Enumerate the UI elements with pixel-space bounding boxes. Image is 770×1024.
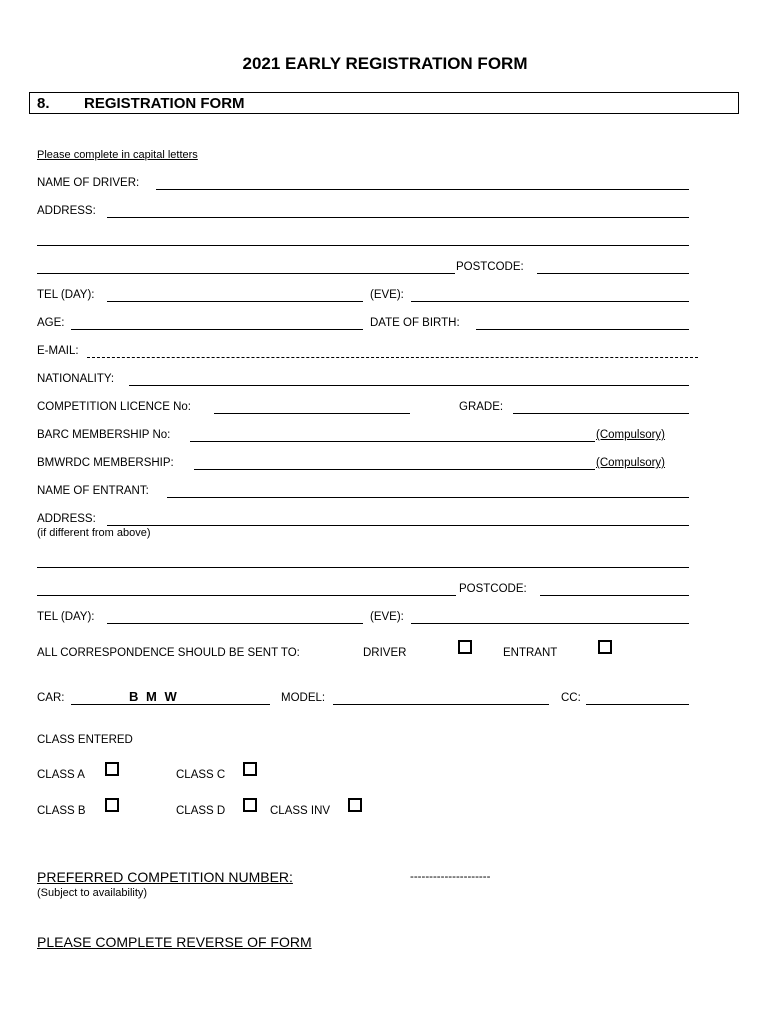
barc-compulsory-note: (Compulsory) [596,429,666,441]
entrant-tel-eve-label: (EVE): [370,611,404,623]
nationality-label: NATIONALITY: [37,373,115,385]
correspondence-driver-label: DRIVER [363,647,407,659]
date-of-birth-field[interactable] [476,329,689,330]
barc-membership-field[interactable] [190,441,595,442]
entrant-tel-day-label: TEL (DAY): [37,611,95,623]
instruction-text: Please complete in capital letters [37,149,198,161]
entrant-postcode-label: POSTCODE: [459,583,527,595]
car-value: B M W [129,689,179,704]
email-label: E-MAIL: [37,345,79,357]
address-field-line-2[interactable] [37,245,689,246]
postcode-label: POSTCODE: [456,261,524,273]
entrant-tel-eve-field[interactable] [411,623,689,624]
class-d-checkbox[interactable] [243,798,257,812]
nationality-field[interactable] [129,385,689,386]
if-different-note: (if different from above) [37,527,151,539]
class-inv-checkbox[interactable] [348,798,362,812]
entrant-address-field-line-3[interactable] [37,595,456,596]
car-label: CAR: [37,692,65,704]
bmwrdc-membership-field[interactable] [194,469,595,470]
form-title: 2021 EARLY REGISTRATION FORM [242,54,528,73]
bmwrdc-membership-label: BMWRDC MEMBERSHIP: [37,457,174,469]
grade-field[interactable] [513,413,689,414]
date-of-birth-label: DATE OF BIRTH: [370,317,460,329]
address-field-line-3[interactable] [37,273,455,274]
entrant-address-field-line-2[interactable] [37,567,689,568]
name-of-driver-label: NAME OF DRIVER: [37,177,140,189]
name-of-entrant-label: NAME OF ENTRANT: [37,485,149,497]
section-number: 8. [37,95,50,112]
class-a-checkbox[interactable] [105,762,119,776]
class-d-label: CLASS D [176,805,226,817]
postcode-field[interactable] [537,273,689,274]
tel-eve-field[interactable] [411,301,689,302]
cc-field[interactable] [586,704,689,705]
grade-label: GRADE: [459,401,504,413]
class-a-label: CLASS A [37,769,85,781]
class-c-label: CLASS C [176,769,226,781]
tel-day-field[interactable] [107,301,363,302]
availability-note: (Subject to availability) [37,887,148,899]
section-title: REGISTRATION FORM [84,95,245,112]
class-inv-label: CLASS INV [270,805,331,817]
class-entered-heading: CLASS ENTERED [37,734,133,746]
correspondence-entrant-checkbox[interactable] [598,640,612,654]
class-b-label: CLASS B [37,805,86,817]
name-of-driver-field[interactable] [156,189,689,190]
correspondence-driver-checkbox[interactable] [458,640,472,654]
correspondence-entrant-label: ENTRANT [503,647,558,659]
preferred-number-label: PREFERRED COMPETITION NUMBER: [37,869,293,885]
tel-day-label: TEL (DAY): [37,289,95,301]
correspondence-label: ALL CORRESPONDENCE SHOULD BE SENT TO: [37,647,300,659]
age-field[interactable] [71,329,363,330]
email-field[interactable] [87,357,698,358]
barc-membership-label: BARC MEMBERSHIP No: [37,429,171,441]
competition-licence-field[interactable] [214,413,410,414]
address-field-line-1[interactable] [107,217,689,218]
competition-licence-label: COMPETITION LICENCE No: [37,401,191,413]
class-b-checkbox[interactable] [105,798,119,812]
entrant-address-label: ADDRESS: [37,513,96,525]
tel-eve-label: (EVE): [370,289,404,301]
entrant-postcode-field[interactable] [540,595,689,596]
complete-reverse-note: PLEASE COMPLETE REVERSE OF FORM [37,934,312,950]
entrant-tel-day-field[interactable] [107,623,363,624]
bmwrdc-compulsory-note: (Compulsory) [596,457,666,469]
preferred-number-field[interactable]: --------------------- [410,871,491,883]
entrant-address-field-line-1[interactable] [107,525,689,526]
cc-label: CC: [561,692,581,704]
car-field[interactable] [71,704,270,705]
age-label: AGE: [37,317,65,329]
model-label: MODEL: [281,692,326,704]
class-c-checkbox[interactable] [243,762,257,776]
address-label: ADDRESS: [37,205,96,217]
name-of-entrant-field[interactable] [167,497,689,498]
model-field[interactable] [333,704,549,705]
